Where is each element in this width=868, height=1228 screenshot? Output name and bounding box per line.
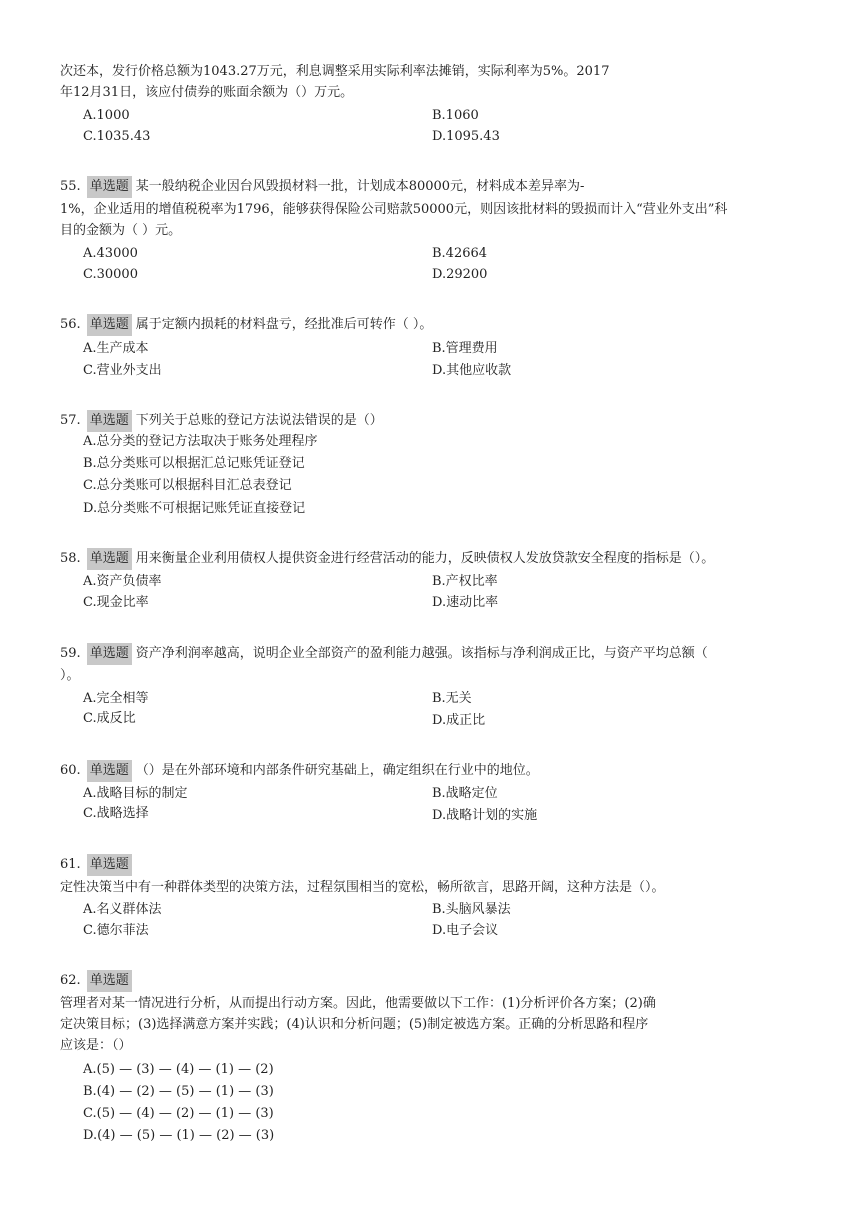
q62-option-a[interactable]: A.(5) — (3) — (4) — (1) — (2) [83, 1062, 274, 1077]
q59-number: 59. [60, 646, 81, 661]
q55-type-tag: 单选题 [87, 176, 132, 198]
q61-header [60, 854, 136, 876]
q62-stem-line-2: 定决策目标；(3)选择满意方案并实践；(4)认识和分析问题；(5)制定被选方案。正确的分析思路和程序 [60, 1017, 649, 1032]
q58-stem-line-1: 用来衡量企业利用债权人提供资金进行经营活动的能力，反映债权人发放贷款安全程度的指标是（）。 [135, 551, 715, 566]
q57-option-c[interactable]: C.总分类账可以根据科目汇总表登记 [83, 478, 292, 493]
q56-type-tag: 单选题 [87, 314, 132, 336]
q58-number: 58. [60, 551, 81, 566]
q58-option-b[interactable]: B.产权比率 [432, 574, 498, 589]
q61-option-d[interactable]: D.电子会议 [432, 923, 499, 938]
q57-type-tag: 单选题 [87, 410, 132, 432]
q60-header [60, 760, 539, 782]
q62-header [60, 970, 136, 992]
q62-option-b[interactable]: B.(4) — (2) — (5) — (1) — (3) [83, 1084, 274, 1099]
q58-header [60, 548, 714, 570]
q59-option-d[interactable]: D.成正比 [432, 713, 486, 728]
q60-type-tag: 单选题 [87, 760, 132, 782]
q54-stem-line-2: 年12月31日，该应付债券的账面余额为（）万元。 [60, 85, 354, 100]
q60-number: 60. [60, 763, 81, 778]
q62-stem-line-3: 应该是：（） [60, 1038, 132, 1053]
q56-option-b[interactable]: B.管理费用 [432, 341, 498, 356]
q61-option-a[interactable]: A.名义群体法 [83, 902, 162, 917]
q62-stem-line-1: 管理者对某一情况进行分析，从而提出行动方案。因此，他需要做以下工作：(1)分析评价各方案；(2)确 [60, 996, 656, 1011]
q58-type-tag: 单选题 [87, 548, 132, 570]
q55-stem-line-1: 某一般纳税企业因台风毁损材料一批，计划成本80000元，材料成本差异率为- [135, 179, 585, 194]
q59-option-a[interactable]: A.完全相等 [83, 691, 149, 706]
q55-stem-line-2: 1%，企业适用的增值税税率为1796，能够获得保险公司赔款50000元，则因该批材料的毁损而计入“营业外支出”科 [60, 202, 728, 217]
q61-number: 61. [60, 857, 81, 872]
q56-option-c[interactable]: C.营业外支出 [83, 363, 162, 378]
q60-stem-line-1: （）是在外部环境和内部条件研究基础上，确定组织在行业中的地位。 [135, 763, 539, 778]
q62-number: 62. [60, 973, 81, 988]
q59-stem-line-1: 资产净利润率越高，说明企业全部资产的盈利能力越强。该指标与净利润成正比，与资产平均总额（ [135, 646, 708, 661]
q55-option-d[interactable]: D.29200 [432, 267, 488, 282]
q56-option-a[interactable]: A.生产成本 [83, 341, 149, 356]
q57-header [60, 410, 383, 432]
q56-option-d[interactable]: D.其他应收款 [432, 363, 512, 378]
q61-option-b[interactable]: B.头脑风暴法 [432, 902, 511, 917]
q57-stem-line-1: 下列关于总账的登记方法说法错误的是（） [135, 413, 383, 428]
q55-number: 55. [60, 179, 81, 194]
q60-option-b[interactable]: B.战略定位 [432, 786, 498, 801]
q58-option-c[interactable]: C.现金比率 [83, 595, 149, 610]
q58-option-a[interactable]: A.资产负债率 [83, 574, 162, 589]
q57-option-d[interactable]: D.总分类账不可根据记账凭证直接登记 [83, 501, 306, 516]
q55-option-a[interactable]: A.43000 [83, 246, 138, 261]
q55-header [60, 176, 584, 198]
q57-option-b[interactable]: B.总分类账可以根据汇总记账凭证登记 [83, 456, 305, 471]
q56-header [60, 314, 432, 336]
q59-option-c[interactable]: C.成反比 [83, 711, 136, 726]
q54-stem-line-1: 次还本，发行价格总额为1043.27万元，利息调整采用实际利率法摊销，实际利率为5%。2017 [60, 64, 610, 79]
q57-option-a[interactable]: A.总分类的登记方法取决于账务处理程序 [83, 434, 318, 449]
q56-stem-line-1: 属于定额内损耗的材料盘亏，经批准后可转作（ ）。 [135, 317, 433, 332]
q61-stem-line-1: 定性决策当中有一种群体类型的决策方法，过程氛围相当的宽松，畅所欲言，思路开阔，这种方法是（）。 [60, 880, 665, 895]
q62-type-tag: 单选题 [87, 970, 132, 992]
q62-option-c[interactable]: C.(5) — (4) — (2) — (1) — (3) [83, 1106, 274, 1121]
q60-option-a[interactable]: A.战略目标的制定 [83, 786, 188, 801]
q61-type-tag: 单选题 [87, 854, 132, 876]
q59-header [60, 643, 708, 665]
q61-option-c[interactable]: C.德尔菲法 [83, 923, 149, 938]
q54-option-d[interactable]: D.1095.43 [432, 129, 500, 144]
q55-option-b[interactable]: B.42664 [432, 246, 488, 261]
q60-option-c[interactable]: C.战略选择 [83, 806, 149, 821]
q54-option-c[interactable]: C.1035.43 [83, 129, 151, 144]
q57-number: 57. [60, 413, 81, 428]
q54-option-a[interactable]: A.1000 [83, 108, 130, 123]
q62-option-d[interactable]: D.(4) — (5) — (1) — (2) — (3) [83, 1128, 275, 1143]
q54-option-b[interactable]: B.1060 [432, 108, 479, 123]
q59-option-b[interactable]: B.无关 [432, 691, 472, 706]
q59-stem-line-2: ）。 [60, 668, 80, 683]
q58-option-d[interactable]: D.速动比率 [432, 595, 499, 610]
q60-option-d[interactable]: D.战略计划的实施 [432, 808, 538, 823]
q56-number: 56. [60, 317, 81, 332]
q59-type-tag: 单选题 [87, 643, 132, 665]
q55-stem-line-3: 目的金额为（ ）元。 [60, 223, 182, 238]
q55-option-c[interactable]: C.30000 [83, 267, 138, 282]
